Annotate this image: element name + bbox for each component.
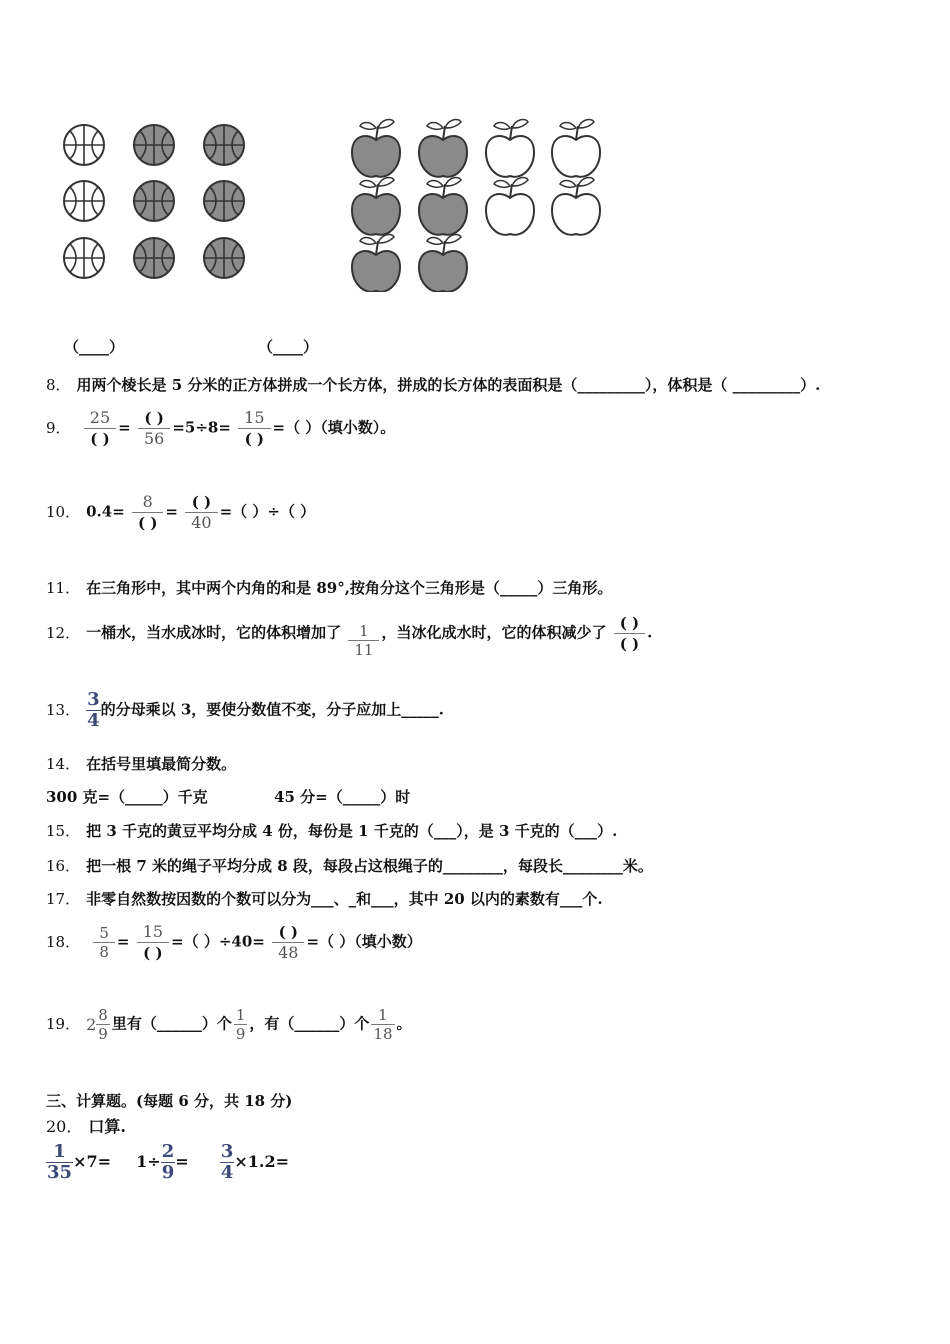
question-number: 9． — [46, 418, 71, 437]
denominator: 4 — [87, 710, 100, 731]
question-15 — [46, 820, 617, 841]
fraction — [138, 408, 170, 449]
answer-blank-right[interactable]: （____） — [258, 338, 319, 356]
mental-calc-row — [46, 1142, 289, 1183]
basketball-light — [64, 125, 104, 165]
question-11 — [46, 577, 612, 598]
apple-filled — [352, 120, 400, 177]
question-number: 14． — [46, 755, 81, 773]
question-text: 把一根 7 米的绳子平均分成 8 段，每段占这根绳子的________，每段长________米。 — [86, 857, 653, 875]
fraction — [614, 613, 645, 654]
denominator: 48 — [272, 942, 304, 963]
question-number: 17． — [46, 890, 81, 908]
denominator-blank[interactable]: ( ) — [137, 942, 169, 963]
numerator: 2 — [161, 1141, 175, 1162]
question-number: 11． — [46, 579, 81, 597]
question-9 — [46, 408, 395, 449]
fraction — [348, 622, 379, 659]
expression-rest: ×1.2= — [234, 1152, 289, 1171]
expression-rest: ×7= — [73, 1152, 112, 1171]
question-text: =5÷8= — [172, 418, 231, 437]
numerator: 15 — [244, 408, 265, 427]
fraction — [96, 1006, 110, 1043]
question-text: =（ ）÷（ ） — [219, 502, 316, 521]
question-text: 的分母乘以 3，要使分数值不变，分子应加上_____. — [100, 700, 445, 719]
fraction — [137, 922, 169, 963]
question-text: 在三角形中，其中两个内角的和是 89°,按角分这个三角形是（_____）三角形。 — [86, 579, 613, 597]
equals: = — [118, 418, 131, 437]
fraction — [161, 1142, 176, 1183]
denominator-blank[interactable]: ( ) — [132, 512, 163, 533]
apple-filled — [352, 178, 400, 235]
question-18 — [46, 922, 422, 963]
question-text: . — [647, 623, 653, 642]
basketball-dark — [134, 238, 174, 278]
question-text: =（ ）（填小数） — [306, 932, 422, 951]
mixed-number-whole: 2 — [86, 1015, 97, 1034]
question-number: 19． — [46, 1014, 81, 1033]
question-10 — [46, 492, 315, 533]
question-text: =（ ）÷40= — [171, 932, 265, 951]
question-text: 把 3 千克的黄豆平均分成 4 份，每份是 1 千克的（___），是 3 千克的（___）. — [86, 822, 618, 840]
answer-blank-left[interactable]: （____） — [64, 338, 125, 356]
apple-empty — [552, 120, 600, 177]
question-13 — [46, 690, 444, 731]
numerator: 15 — [142, 922, 164, 941]
numerator-blank[interactable]: ( ) — [144, 409, 164, 427]
numerator-blank[interactable]: ( ) — [278, 923, 298, 941]
denominator: 9 — [235, 1025, 246, 1043]
denominator: 56 — [138, 428, 170, 449]
question-text: ，有（______）个 — [249, 1014, 370, 1033]
fraction — [93, 924, 115, 961]
apple-empty — [486, 178, 534, 235]
expression-rest: = — [175, 1152, 189, 1171]
fraction — [132, 492, 163, 533]
question-number: 20． — [46, 1117, 83, 1136]
question-text: =（ ）（填小数）。 — [272, 418, 396, 437]
denominator: 40 — [185, 512, 217, 533]
question-17 — [46, 888, 603, 909]
numerator: 3 — [87, 689, 100, 710]
fraction — [220, 1142, 235, 1183]
question-number: 8． — [46, 376, 71, 394]
denominator: 35 — [47, 1162, 73, 1183]
question-14-line2 — [46, 786, 410, 807]
question-text: 口算. — [88, 1117, 126, 1136]
basketball-dark — [134, 125, 174, 165]
equals: = — [165, 502, 178, 521]
fraction — [371, 1006, 394, 1043]
question-number: 10． — [46, 502, 81, 521]
question-19 — [46, 1006, 412, 1043]
question-text: 一桶水，当水成冰时，它的体积增加了 — [86, 623, 342, 642]
basketball-dark — [204, 181, 244, 221]
apple-empty — [486, 120, 534, 177]
question-12 — [46, 608, 652, 659]
numerator: 1 — [235, 1006, 246, 1024]
apple-filled — [419, 235, 467, 292]
question-20 — [46, 1114, 126, 1137]
numerator: 5 — [99, 924, 109, 942]
question-number: 12． — [46, 623, 81, 642]
numerator: 1 — [378, 1006, 388, 1024]
apple-empty — [552, 178, 600, 235]
denominator-blank[interactable]: ( ) — [614, 633, 645, 654]
denominator: 9 — [98, 1025, 108, 1043]
question-text: 用两个棱长是 5 分米的正方体拼成一个长方体，拼成的长方体的表面积是（_________），体积是（ _________）. — [76, 376, 821, 394]
question-number: 13． — [46, 700, 81, 719]
numerator: 25 — [89, 408, 111, 427]
section-heading — [46, 1090, 292, 1111]
apple-figure — [345, 112, 610, 292]
question-text: 0.4= — [86, 502, 125, 521]
basketball-dark — [204, 238, 244, 278]
sub-question: 45 分=（_____）时 — [274, 788, 411, 806]
numerator: 8 — [98, 1006, 108, 1024]
numerator-blank[interactable]: ( ) — [191, 493, 212, 511]
denominator: 8 — [93, 942, 115, 961]
numerator: 3 — [220, 1141, 234, 1162]
denominator: 11 — [348, 640, 379, 659]
numerator: 1 — [359, 622, 369, 640]
apple-filled — [419, 120, 467, 177]
sub-question: 300 克=（_____）千克 — [46, 788, 208, 806]
fraction — [185, 492, 217, 533]
numerator-blank[interactable]: ( ) — [619, 614, 640, 632]
denominator: 9 — [161, 1162, 175, 1183]
question-text: 在括号里填最简分数。 — [86, 755, 237, 773]
question-number: 18． — [46, 932, 81, 951]
fraction — [238, 408, 270, 449]
denominator: 18 — [373, 1025, 393, 1043]
basketball-dark — [204, 125, 244, 165]
expression-lead: 1÷ — [136, 1152, 161, 1171]
denominator-blank[interactable]: ( ) — [84, 428, 116, 449]
apple-filled — [352, 235, 400, 292]
fraction — [234, 1006, 248, 1043]
question-16 — [46, 855, 653, 876]
fraction — [84, 408, 116, 449]
equals: = — [116, 932, 130, 951]
question-text: 里有（______）个 — [111, 1014, 232, 1033]
question-text: 非零自然数按因数的个数可以分为___、_和___，其中 20 以内的素数有___个. — [86, 890, 603, 908]
fraction — [86, 690, 101, 731]
fraction — [46, 1142, 73, 1183]
question-8 — [46, 374, 820, 395]
section-title: 三、计算题。(每题 6 分，共 18 分) — [46, 1092, 293, 1110]
fraction — [272, 922, 304, 963]
question-number: 15． — [46, 822, 81, 840]
basketball-figure — [55, 118, 265, 288]
denominator: 4 — [220, 1162, 234, 1183]
numerator: 1 — [53, 1141, 66, 1162]
apple-filled — [419, 178, 467, 235]
numerator: 8 — [142, 492, 153, 511]
denominator-blank[interactable]: ( ) — [238, 428, 270, 449]
basketball-light — [64, 181, 104, 221]
question-number: 16． — [46, 857, 81, 875]
question-text: 。 — [396, 1014, 412, 1033]
basketball-dark — [134, 181, 174, 221]
question-14 — [46, 753, 236, 774]
basketball-light — [64, 238, 104, 278]
question-text: ，当冰化成水时，它的体积减少了 — [381, 623, 607, 642]
